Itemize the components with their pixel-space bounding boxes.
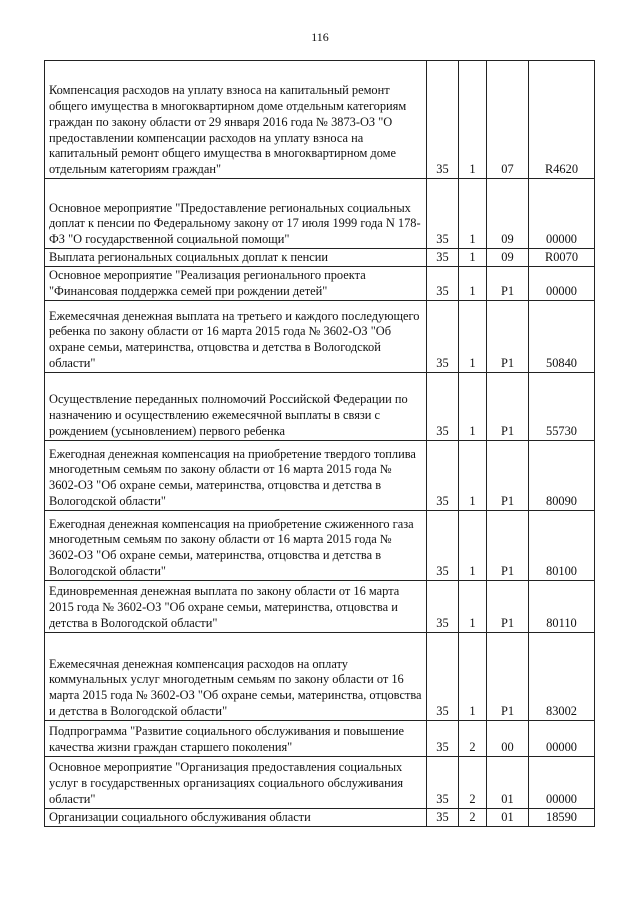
row-code-target: R4620 bbox=[529, 61, 595, 179]
table-row bbox=[45, 249, 595, 267]
row-code-ps: P1 bbox=[487, 580, 529, 632]
row-name: Подпрограмма "Развитие социального обслуживания и повышение качества жизни граждан старшего поколения" bbox=[45, 720, 427, 756]
row-code-target: 00000 bbox=[529, 720, 595, 756]
row-code-target: 80100 bbox=[529, 510, 595, 580]
row-code-target: 18590 bbox=[529, 808, 595, 826]
row-code-gr: 35 bbox=[427, 266, 459, 300]
row-code-target: 80110 bbox=[529, 580, 595, 632]
row-code-pr: 1 bbox=[459, 61, 487, 179]
row-code-ps: P1 bbox=[487, 632, 529, 720]
page-number: 116 bbox=[311, 30, 329, 44]
row-code-pr: 2 bbox=[459, 756, 487, 808]
row-name: Основное мероприятие "Реализация регионального проекта "Финансовая поддержка семей при рождении детей" bbox=[45, 266, 427, 300]
row-name: Основное мероприятие "Предоставление региональных социальных доплат к пенсии по Федеральному закону от 17 июля 1999 года N 178-ФЗ "О государственной социальной помощи" bbox=[45, 179, 427, 249]
table-row bbox=[45, 440, 595, 510]
table-row bbox=[45, 580, 595, 632]
row-code-target: R0070 bbox=[529, 249, 595, 267]
row-code-target: 83002 bbox=[529, 632, 595, 720]
row-code-ps: 01 bbox=[487, 756, 529, 808]
row-code-gr: 35 bbox=[427, 756, 459, 808]
row-code-pr: 1 bbox=[459, 249, 487, 267]
row-code-pr: 2 bbox=[459, 720, 487, 756]
table-body bbox=[45, 61, 595, 827]
row-name: Организации социального обслуживания области bbox=[45, 808, 427, 826]
row-code-gr: 35 bbox=[427, 372, 459, 440]
table-row bbox=[45, 756, 595, 808]
row-name: Выплата региональных социальных доплат к пенсии bbox=[45, 249, 427, 267]
row-code-gr: 35 bbox=[427, 632, 459, 720]
row-code-ps: P1 bbox=[487, 440, 529, 510]
row-code-ps: 09 bbox=[487, 179, 529, 249]
table-row bbox=[45, 179, 595, 249]
table-row bbox=[45, 808, 595, 826]
row-code-target: 50840 bbox=[529, 300, 595, 372]
row-code-gr: 35 bbox=[427, 61, 459, 179]
table-row bbox=[45, 266, 595, 300]
table-row bbox=[45, 300, 595, 372]
row-code-gr: 35 bbox=[427, 179, 459, 249]
row-code-pr: 1 bbox=[459, 632, 487, 720]
row-code-target: 00000 bbox=[529, 756, 595, 808]
row-code-ps: P1 bbox=[487, 266, 529, 300]
row-name: Ежегодная денежная компенсация на приобретение сжиженного газа многодетным семьям по закону области от 16 марта 2015 года № 3602-ОЗ "Об охране семьи, материнства, отцовства и детства в Вологодской области" bbox=[45, 510, 427, 580]
row-code-ps: 00 bbox=[487, 720, 529, 756]
row-code-pr: 1 bbox=[459, 372, 487, 440]
row-name: Единовременная денежная выплата по закону области от 16 марта 2015 года № 3602-ОЗ "Об охране семьи, материнства, отцовства и детства в Вологодской области" bbox=[45, 580, 427, 632]
row-name: Ежемесячная денежная выплата на третьего и каждого последующего ребенка по закону области от 16 марта 2015 года № 3602-ОЗ "Об охране семьи, материнства, отцовства и детства в Вологодской области" bbox=[45, 300, 427, 372]
row-code-pr: 1 bbox=[459, 266, 487, 300]
row-code-pr: 1 bbox=[459, 179, 487, 249]
row-code-target: 00000 bbox=[529, 179, 595, 249]
row-code-gr: 35 bbox=[427, 720, 459, 756]
row-name: Ежемесячная денежная компенсация расходов на оплату коммунальных услуг многодетным семьям по закону области от 16 марта 2015 года № 3602-ОЗ "Об охране семьи, материнства, отцовства и детства в Вологодской области" bbox=[45, 632, 427, 720]
row-code-pr: 1 bbox=[459, 440, 487, 510]
table-row bbox=[45, 632, 595, 720]
row-name: Компенсация расходов на уплату взноса на капитальный ремонт общего имущества в многоквартирном доме отдельным категориям граждан по закону области от 29 января 2016 года № 3873-ОЗ "О предоставлении компенсации расходов на уплату взноса на капитальный ремонт общего имущества в многоквартирном доме отдельным категориям граждан" bbox=[45, 61, 427, 179]
table-row bbox=[45, 720, 595, 756]
row-code-pr: 1 bbox=[459, 510, 487, 580]
row-code-ps: P1 bbox=[487, 510, 529, 580]
row-code-ps: P1 bbox=[487, 372, 529, 440]
table-row bbox=[45, 510, 595, 580]
budget-table bbox=[44, 60, 595, 827]
table-row bbox=[45, 61, 595, 179]
row-code-gr: 35 bbox=[427, 510, 459, 580]
row-name: Ежегодная денежная компенсация на приобретение твердого топлива многодетным семьям по закону области от 16 марта 2015 года № 3602-ОЗ "Об охране семьи, материнства, отцовства и детства в Вологодской области" bbox=[45, 440, 427, 510]
row-name: Основное мероприятие "Организация предоставления социальных услуг в государственных организациях социального обслуживания области" bbox=[45, 756, 427, 808]
row-code-ps: 01 bbox=[487, 808, 529, 826]
row-code-pr: 1 bbox=[459, 580, 487, 632]
row-code-target: 80090 bbox=[529, 440, 595, 510]
row-code-gr: 35 bbox=[427, 440, 459, 510]
row-code-target: 55730 bbox=[529, 372, 595, 440]
row-code-gr: 35 bbox=[427, 300, 459, 372]
row-code-pr: 1 bbox=[459, 300, 487, 372]
row-code-gr: 35 bbox=[427, 249, 459, 267]
row-code-ps: 07 bbox=[487, 61, 529, 179]
row-code-gr: 35 bbox=[427, 580, 459, 632]
row-code-target: 00000 bbox=[529, 266, 595, 300]
row-code-gr: 35 bbox=[427, 808, 459, 826]
row-name: Осуществление переданных полномочий Российской Федерации по назначению и осуществлению ежемесячной выплаты в связи с рождением (усыновлением) первого ребенка bbox=[45, 372, 427, 440]
table-row bbox=[45, 372, 595, 440]
row-code-pr: 2 bbox=[459, 808, 487, 826]
row-code-ps: P1 bbox=[487, 300, 529, 372]
row-code-ps: 09 bbox=[487, 249, 529, 267]
